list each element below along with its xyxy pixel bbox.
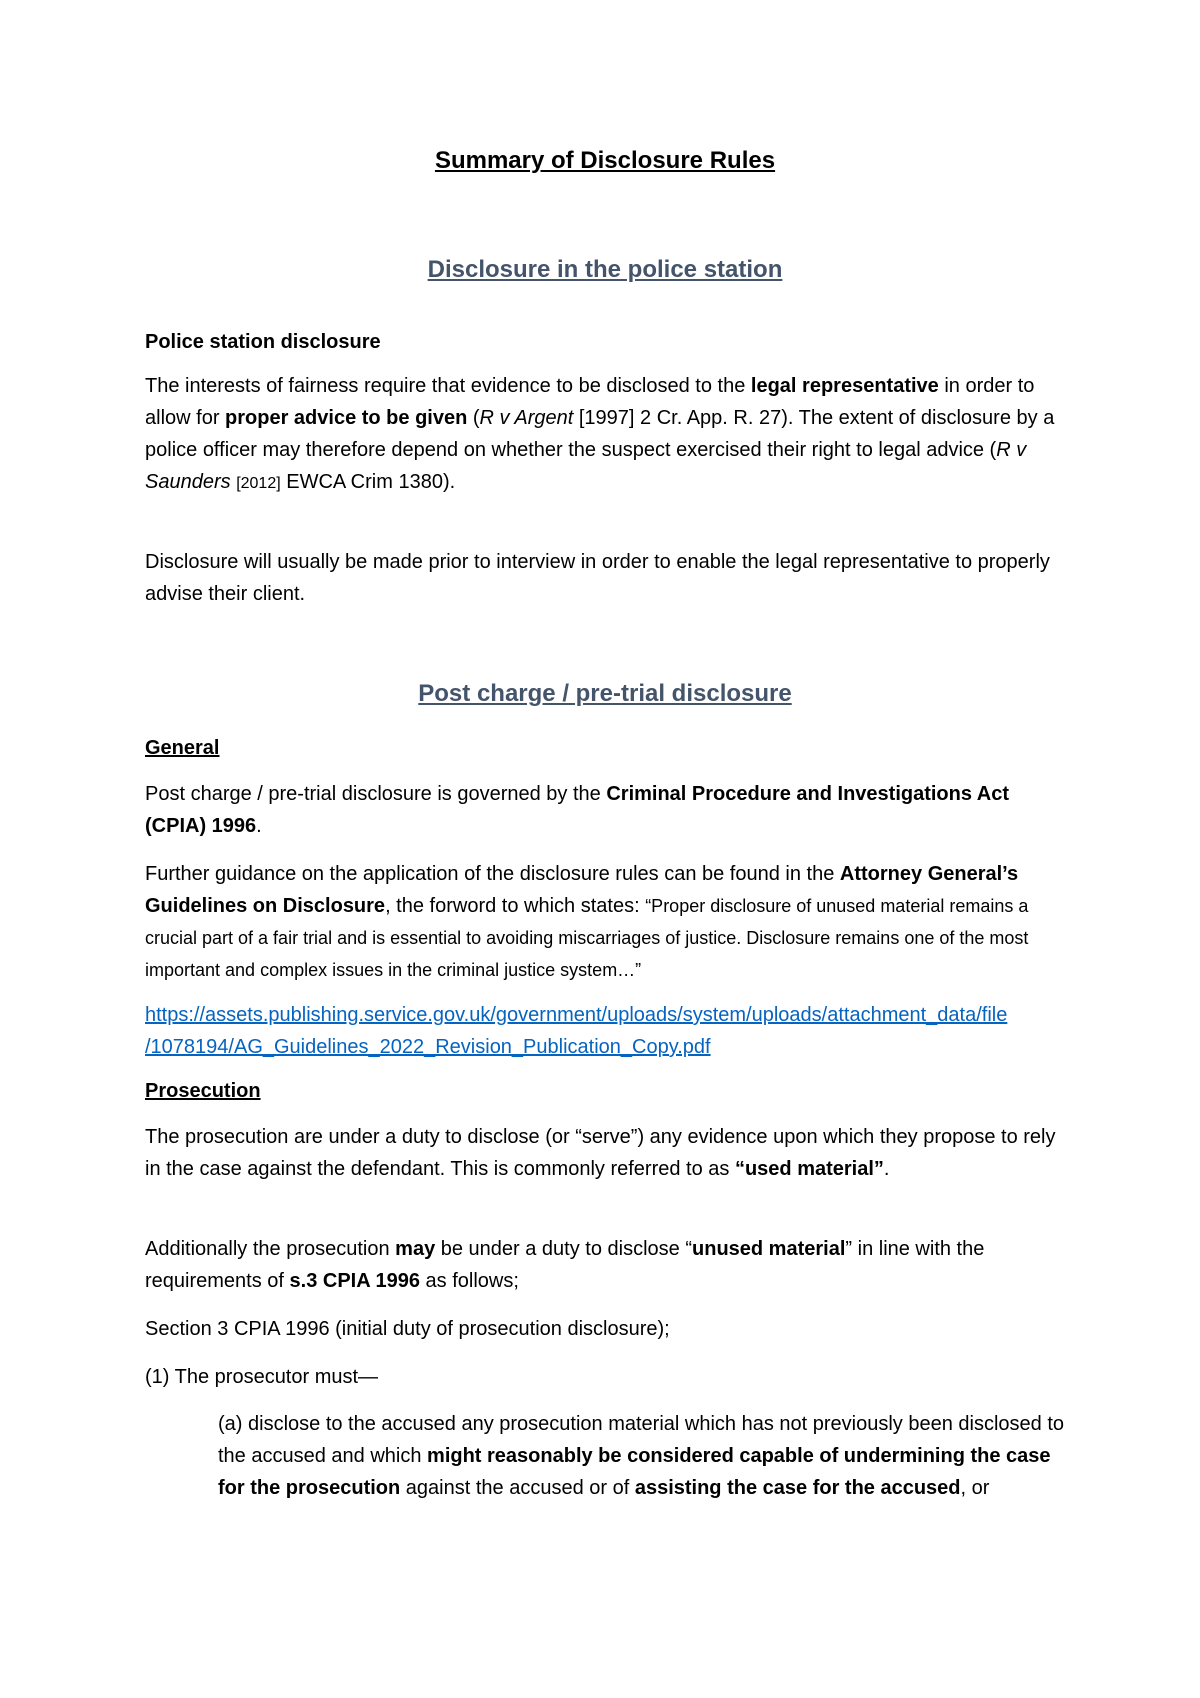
emphasis-ag-guidelines: Attorney General’s Guidelines on Disclosure [145, 863, 1019, 917]
text-run: . [883, 1158, 890, 1180]
text-run: against the accused or of [400, 1477, 635, 1499]
emphasis-may: may [395, 1238, 436, 1260]
emphasis-undermining: might reasonably be considered capable of undermining the case for the prosecution [218, 1445, 1051, 1499]
emphasis-assisting: assisting the case for the accused [634, 1477, 961, 1499]
paragraph-section3-title: Section 3 CPIA 1996 (initial duty of prosecution disclosure); [145, 1318, 670, 1340]
text-run: The interests of fairness require that evidence to be disclosed to the [145, 375, 751, 397]
text-run: in order to allow for [145, 375, 1035, 429]
paragraph-cpia-governs [145, 778, 1065, 842]
subheading-prosecution: Prosecution [145, 1080, 261, 1102]
section-heading-police-station: Disclosure in the police station [427, 256, 783, 283]
text-run: , or [960, 1477, 990, 1499]
paragraph-used-material [145, 1121, 1065, 1185]
guidelines-link-line1[interactable]: https://assets.publishing.service.gov.uk/government/uploads/system/uploads/attachment_data/file [145, 1004, 1008, 1026]
text-run: EWCA Crim 1380). [280, 471, 456, 493]
subheading-general: General [145, 737, 220, 759]
paragraph-police-fairness [145, 370, 1065, 500]
emphasis-legal-representative: legal representative [750, 375, 939, 397]
paragraph-duty-a [218, 1408, 1068, 1504]
text-run: be under a duty to disclose “ [435, 1238, 693, 1260]
quote-foreword: “Proper disclosure of unused material remains a crucial part of a fair trial and is essential to avoiding miscarriages of justice. Disclosure remains one of the most important and complex issues in the criminal justice system…” [145, 896, 1029, 980]
guidelines-link-line2[interactable]: /1078194/AG_Guidelines_2022_Revision_Publication_Copy.pdf [145, 1036, 711, 1058]
text-run: (a) disclose to the accused any prosecution material which has not previously been disclosed to the accused and which [218, 1413, 1065, 1467]
text-run: Post charge / pre-trial disclosure is governed by the [145, 783, 607, 805]
text-run: as follows; [419, 1270, 519, 1292]
paragraph-prosecutor-must: (1) The prosecutor must— [145, 1366, 379, 1388]
text-run: [1997] 2 Cr. App. R. 27). The extent of disclosure by a police officer may therefore depend on whether the suspect exercised their right to legal advice ( [145, 407, 1055, 461]
text-run: ” in line with the requirements of [145, 1238, 985, 1292]
page-title: Summary of Disclosure Rules [434, 147, 776, 174]
section-heading-post-charge: Post charge / pre-trial disclosure [418, 680, 792, 707]
emphasis-proper-advice: proper advice to be given [225, 407, 468, 429]
text-run: , the forword to which states: [385, 895, 646, 917]
emphasis-used-material: “used material” [734, 1158, 884, 1180]
emphasis-unused-material: unused material [692, 1238, 846, 1260]
text-run: . [256, 815, 262, 837]
paragraph-unused-material [145, 1233, 1065, 1297]
text-run: The prosecution are under a duty to disclose (or “serve”) any evidence upon which they propose to rely in the case against the defendant. This is commonly referred to as [145, 1126, 1056, 1180]
emphasis-cpia-act: Criminal Procedure and Investigations Act (CPIA) 1996 [145, 783, 1010, 837]
paragraph-guidelines-link [145, 999, 1065, 1063]
case-year-2012: [2012] [236, 475, 281, 492]
text-run: ( [467, 407, 480, 429]
emphasis-s3-cpia: s.3 CPIA 1996 [289, 1270, 420, 1292]
case-name-argent: R v Argent [479, 407, 574, 429]
text-run: Further guidance on the application of the disclosure rules can be found in the [145, 863, 840, 885]
paragraph-police-timing: Disclosure will usually be made prior to interview in order to enable the legal representative to properly advise their client. [145, 551, 1050, 605]
text-run: Additionally the prosecution [145, 1238, 396, 1260]
paragraph-ag-guidelines [145, 858, 1065, 986]
case-name-saunders: R v Saunders [145, 439, 1027, 493]
subheading-police-station-disclosure: Police station disclosure [145, 331, 381, 353]
